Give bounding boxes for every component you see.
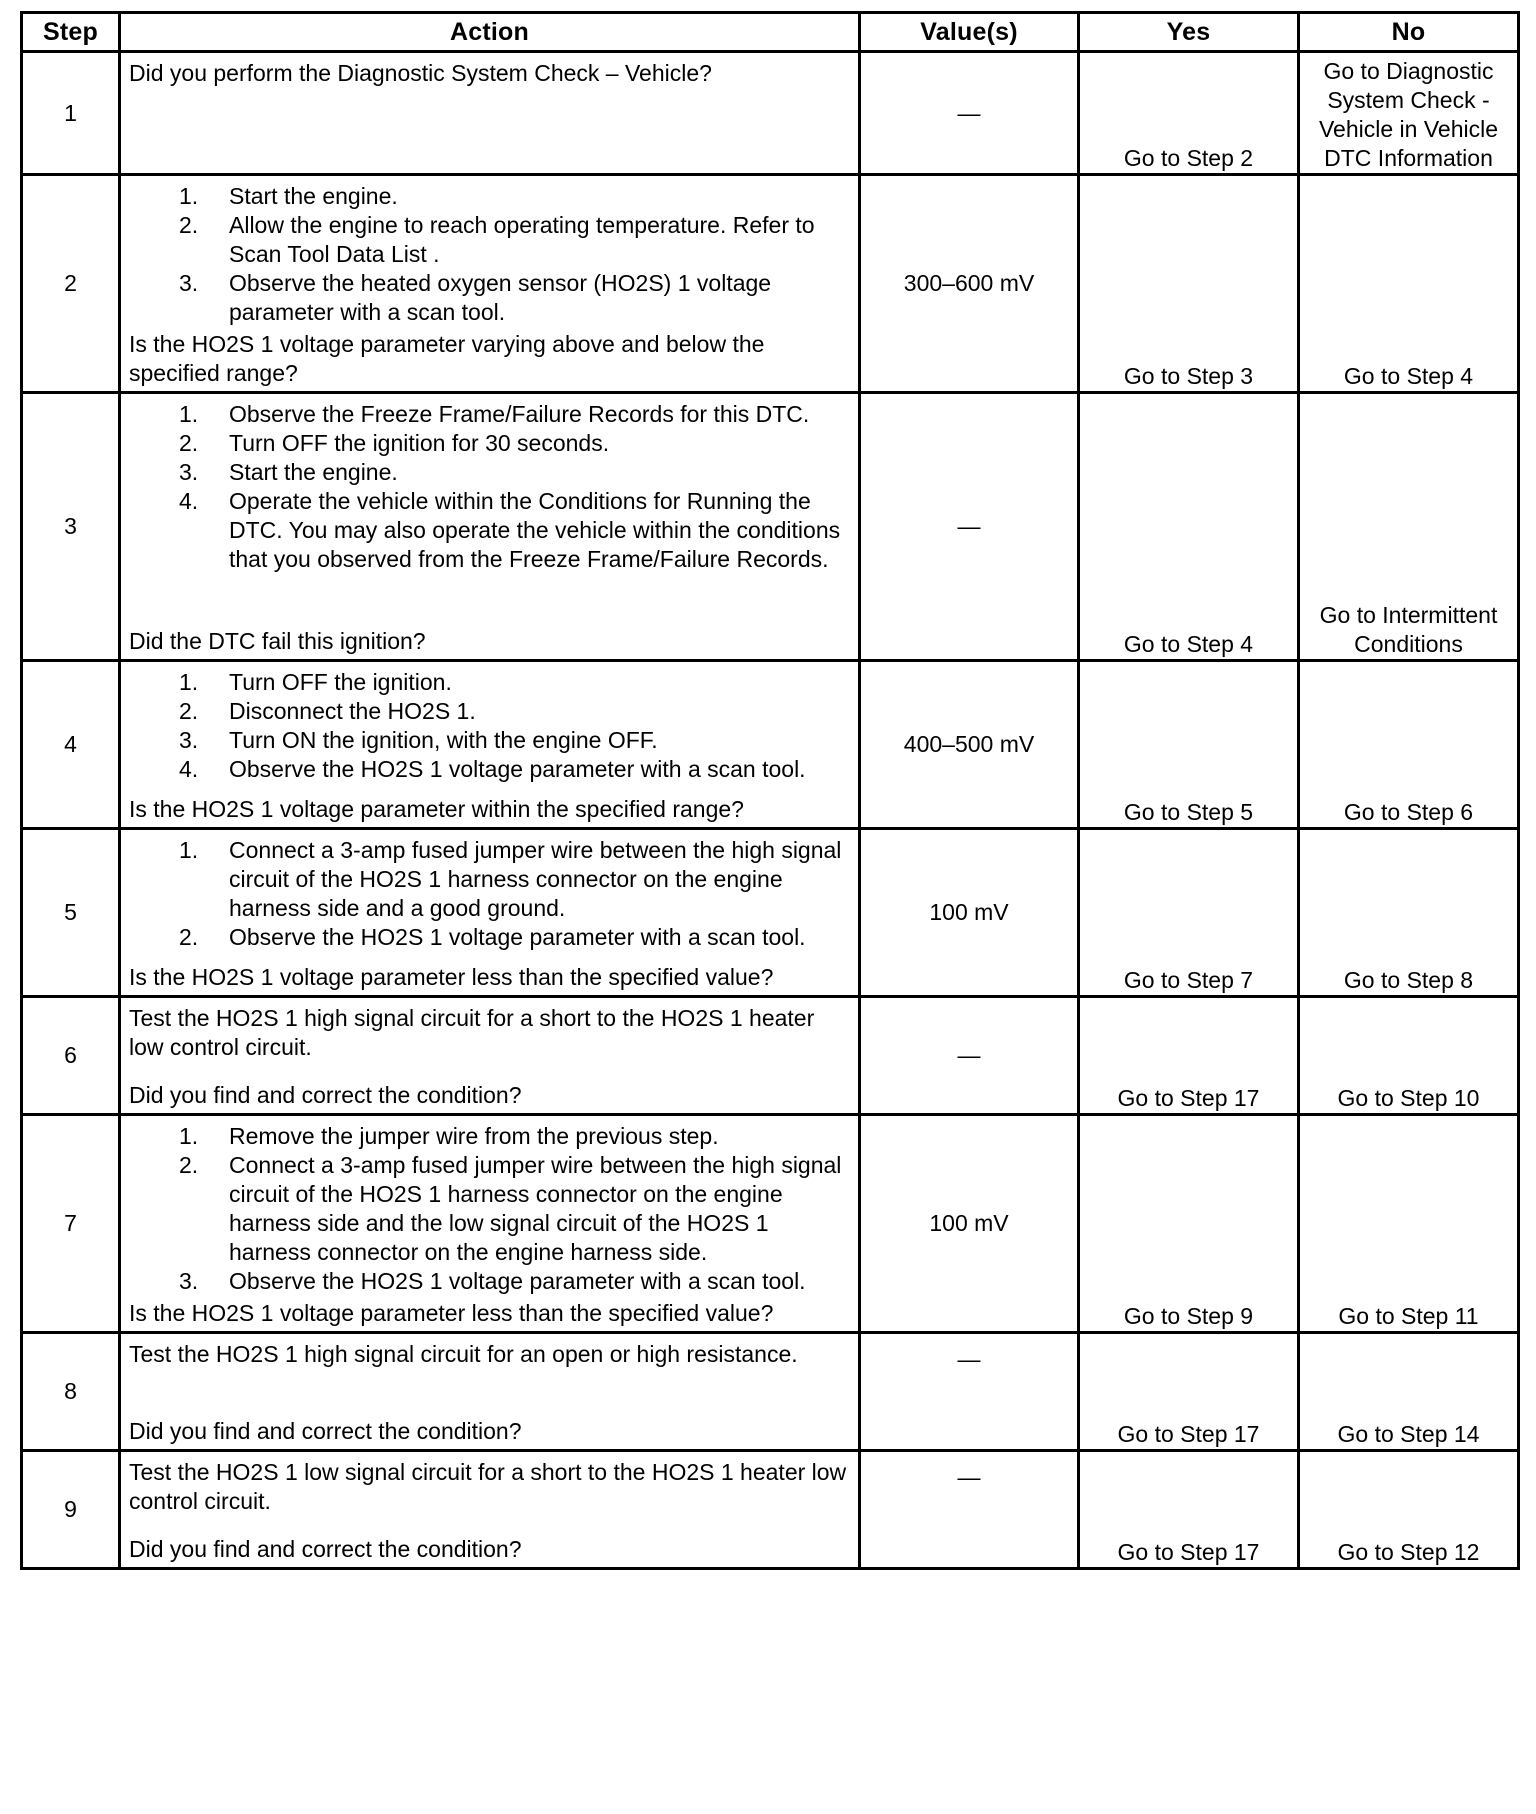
- list-item: 1. Connect a 3-amp fused jumper wire between the high signal circuit of the HO2S 1 harness connector on the engine harness side and a good ground.: [179, 837, 842, 921]
- value-cell: —: [860, 1333, 1079, 1451]
- no-cell: Go to Step 11: [1299, 1115, 1519, 1333]
- table-row: [22, 829, 1519, 997]
- step-number: 8: [22, 1333, 120, 1451]
- action-question: Is the HO2S 1 voltage parameter within the specified range?: [129, 796, 744, 822]
- action-question: Did you find and correct the condition?: [129, 1082, 522, 1108]
- action-cell: [120, 997, 860, 1115]
- table-row: [22, 1115, 1519, 1333]
- yes-cell: Go to Step 7: [1079, 829, 1299, 997]
- action-cell: [120, 1115, 860, 1333]
- no-cell: Go to Intermittent Conditions: [1299, 393, 1519, 661]
- no-cell: Go to Step 8: [1299, 829, 1519, 997]
- no-cell: Go to Step 10: [1299, 997, 1519, 1115]
- value-cell: 100 mV: [860, 829, 1079, 997]
- list-item: 1. Start the engine.: [179, 183, 398, 209]
- action-list: [129, 1122, 850, 1296]
- table-row: [22, 1333, 1519, 1451]
- value-cell: —: [860, 997, 1079, 1115]
- table-row: [22, 661, 1519, 829]
- value-cell: —: [860, 52, 1079, 175]
- action-list: [129, 836, 850, 952]
- action-list: [129, 400, 850, 574]
- no-cell: Go to Step 4: [1299, 175, 1519, 393]
- action-question: Did the DTC fail this ignition?: [129, 628, 426, 654]
- action-cell: [120, 661, 860, 829]
- no-cell: Go to Step 14: [1299, 1333, 1519, 1451]
- no-cell: Go to Diagnostic System Check - Vehicle in Vehicle DTC Information: [1299, 52, 1519, 175]
- list-item: 2. Connect a 3-amp fused jumper wire between the high signal circuit of the HO2S 1 harness connector on the engine harness side and the low signal circuit of the HO2S 1 harness connector on the engine harness side.: [179, 1152, 842, 1265]
- action-cell: [120, 1451, 860, 1569]
- step-number: 6: [22, 997, 120, 1115]
- value-cell: —: [860, 1451, 1079, 1569]
- action-cell: [120, 175, 860, 393]
- list-item: 1. Turn OFF the ignition.: [179, 669, 452, 695]
- list-item: 2. Allow the engine to reach operating temperature. Refer to Scan Tool Data List .: [179, 212, 815, 267]
- list-item: 4. Operate the vehicle within the Conditions for Running the DTC. You may also operate the vehicle within the conditions that you observed from the Freeze Frame/Failure Records.: [179, 488, 841, 572]
- list-item: 1. Observe the Freeze Frame/Failure Records for this DTC.: [179, 401, 810, 427]
- yes-cell: Go to Step 9: [1079, 1115, 1299, 1333]
- value-cell: —: [860, 393, 1079, 661]
- header-yes: Yes: [1079, 13, 1299, 52]
- value-cell: 300–600 mV: [860, 175, 1079, 393]
- action-cell: [120, 829, 860, 997]
- action-cell: [120, 52, 860, 175]
- action-question: Is the HO2S 1 voltage parameter less than the specified value?: [129, 964, 774, 990]
- list-item: 1. Remove the jumper wire from the previous step.: [179, 1123, 719, 1149]
- yes-cell: Go to Step 3: [1079, 175, 1299, 393]
- step-number: 5: [22, 829, 120, 997]
- table-row: [22, 393, 1519, 661]
- list-item: 3. Observe the heated oxygen sensor (HO2S) 1 voltage parameter with a scan tool.: [179, 270, 772, 325]
- step-number: 7: [22, 1115, 120, 1333]
- yes-cell: Go to Step 17: [1079, 1333, 1299, 1451]
- list-item: 3. Observe the HO2S 1 voltage parameter with a scan tool.: [179, 1268, 806, 1294]
- table-row: [22, 52, 1519, 175]
- action-list: [129, 182, 850, 327]
- value-cell: 100 mV: [860, 1115, 1079, 1333]
- header-no: No: [1299, 13, 1519, 52]
- diagnostic-table: [20, 11, 1520, 1570]
- yes-cell: Go to Step 5: [1079, 661, 1299, 829]
- step-number: 9: [22, 1451, 120, 1569]
- step-number: 2: [22, 175, 120, 393]
- action-intro: Test the HO2S 1 high signal circuit for a short to the HO2S 1 heater low control circuit.: [129, 1005, 815, 1060]
- yes-cell: Go to Step 2: [1079, 52, 1299, 175]
- action-cell: [120, 393, 860, 661]
- list-item: 4. Observe the HO2S 1 voltage parameter with a scan tool.: [179, 756, 806, 782]
- header-row: [22, 13, 1519, 52]
- value-cell: 400–500 mV: [860, 661, 1079, 829]
- list-item: 3. Start the engine.: [179, 459, 398, 485]
- no-cell: Go to Step 12: [1299, 1451, 1519, 1569]
- yes-cell: Go to Step 4: [1079, 393, 1299, 661]
- yes-cell: Go to Step 17: [1079, 997, 1299, 1115]
- list-item: 2. Disconnect the HO2S 1.: [179, 698, 476, 724]
- action-intro: Test the HO2S 1 high signal circuit for an open or high resistance.: [129, 1341, 798, 1367]
- step-number: 3: [22, 393, 120, 661]
- no-cell: Go to Step 6: [1299, 661, 1519, 829]
- action-question: Is the HO2S 1 voltage parameter less than the specified value?: [129, 1300, 774, 1326]
- header-step: Step: [22, 13, 120, 52]
- header-values: Value(s): [860, 13, 1079, 52]
- action-cell: [120, 1333, 860, 1451]
- list-item: 2. Turn OFF the ignition for 30 seconds.: [179, 430, 610, 456]
- step-number: 4: [22, 661, 120, 829]
- action-question: Is the HO2S 1 voltage parameter varying above and below the specified range?: [129, 331, 765, 386]
- header-action: Action: [120, 13, 860, 52]
- action-intro: Test the HO2S 1 low signal circuit for a short to the HO2S 1 heater low control circuit.: [129, 1459, 847, 1514]
- action-question: Did you find and correct the condition?: [129, 1418, 522, 1444]
- step-number: 1: [22, 52, 120, 175]
- yes-cell: Go to Step 17: [1079, 1451, 1299, 1569]
- table-row: [22, 1451, 1519, 1569]
- action-question: Did you find and correct the condition?: [129, 1536, 522, 1562]
- table-row: [22, 997, 1519, 1115]
- action-intro: Did you perform the Diagnostic System Check – Vehicle?: [129, 60, 712, 86]
- table-row: [22, 175, 1519, 393]
- action-list: [129, 668, 850, 784]
- list-item: 3. Turn ON the ignition, with the engine OFF.: [179, 727, 658, 753]
- list-item: 2. Observe the HO2S 1 voltage parameter with a scan tool.: [179, 924, 806, 950]
